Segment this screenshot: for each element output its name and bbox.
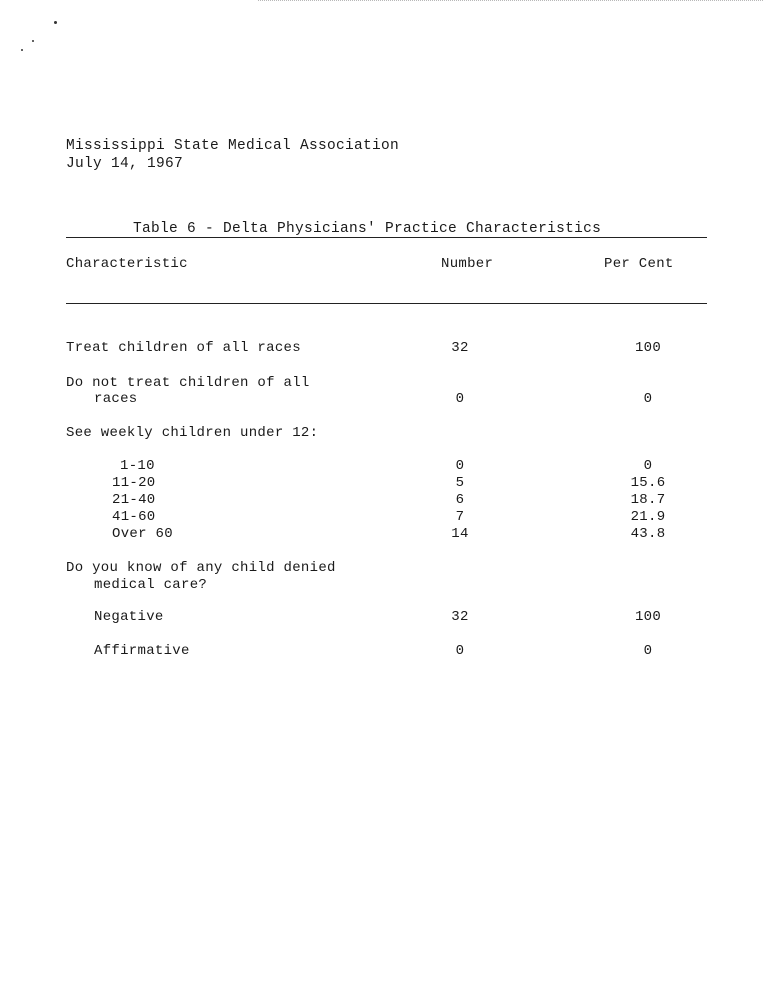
scan-speck bbox=[21, 49, 23, 51]
row-label-line: Do not treat children of all bbox=[66, 375, 310, 391]
table-header-rule bbox=[66, 303, 707, 304]
row-label: Negative bbox=[94, 609, 164, 625]
document-date: July 14, 1967 bbox=[66, 156, 184, 172]
row-number: 6 bbox=[455, 492, 465, 508]
row-number: 32 bbox=[451, 609, 469, 625]
row-number: 0 bbox=[455, 643, 465, 659]
row-percent: 100 bbox=[634, 609, 662, 625]
row-number: 7 bbox=[455, 509, 465, 525]
row-number: 0 bbox=[455, 391, 465, 407]
section-label: Do you know of any child denied bbox=[66, 560, 336, 576]
table-title: Table 6 - Delta Physicians' Practice Characteristics bbox=[133, 221, 602, 237]
column-header-number: Number bbox=[441, 256, 494, 272]
row-label: 1-10 bbox=[120, 458, 155, 474]
row-number: 32 bbox=[451, 340, 469, 356]
table-row bbox=[0, 492, 763, 510]
table-row bbox=[0, 391, 763, 409]
table-row bbox=[0, 340, 763, 358]
scan-speck bbox=[32, 40, 34, 42]
row-number: 14 bbox=[451, 526, 469, 542]
section-label: See weekly children under 12: bbox=[66, 425, 319, 441]
table-row bbox=[0, 475, 763, 493]
column-header-characteristic: Characteristic bbox=[66, 256, 188, 272]
column-header-percent: Per Cent bbox=[604, 256, 674, 272]
row-percent: 0 bbox=[643, 643, 653, 659]
scan-speck bbox=[54, 21, 57, 24]
row-percent: 0 bbox=[643, 458, 653, 474]
table-row bbox=[0, 609, 763, 627]
row-percent: 43.8 bbox=[630, 526, 666, 542]
row-percent: 0 bbox=[643, 391, 653, 407]
organization-name: Mississippi State Medical Association bbox=[66, 138, 400, 154]
row-label: Affirmative bbox=[94, 643, 190, 659]
table-top-rule bbox=[66, 237, 707, 238]
row-label: 11-20 bbox=[112, 475, 156, 491]
row-percent: 100 bbox=[634, 340, 662, 356]
row-percent: 15.6 bbox=[630, 475, 666, 491]
row-label: Over 60 bbox=[112, 526, 173, 542]
row-label: Treat children of all races bbox=[66, 340, 301, 356]
row-number: 5 bbox=[455, 475, 465, 491]
row-percent: 18.7 bbox=[630, 492, 666, 508]
row-number: 0 bbox=[455, 458, 465, 474]
section-label: medical care? bbox=[94, 577, 208, 593]
table-row bbox=[0, 526, 763, 544]
scan-dotted-edge bbox=[258, 0, 763, 1]
row-label: 21-40 bbox=[112, 492, 156, 508]
table-row bbox=[0, 458, 763, 476]
row-label: races bbox=[94, 391, 138, 407]
row-percent: 21.9 bbox=[630, 509, 666, 525]
table-row bbox=[0, 509, 763, 527]
table-row bbox=[0, 643, 763, 661]
row-label: 41-60 bbox=[112, 509, 156, 525]
